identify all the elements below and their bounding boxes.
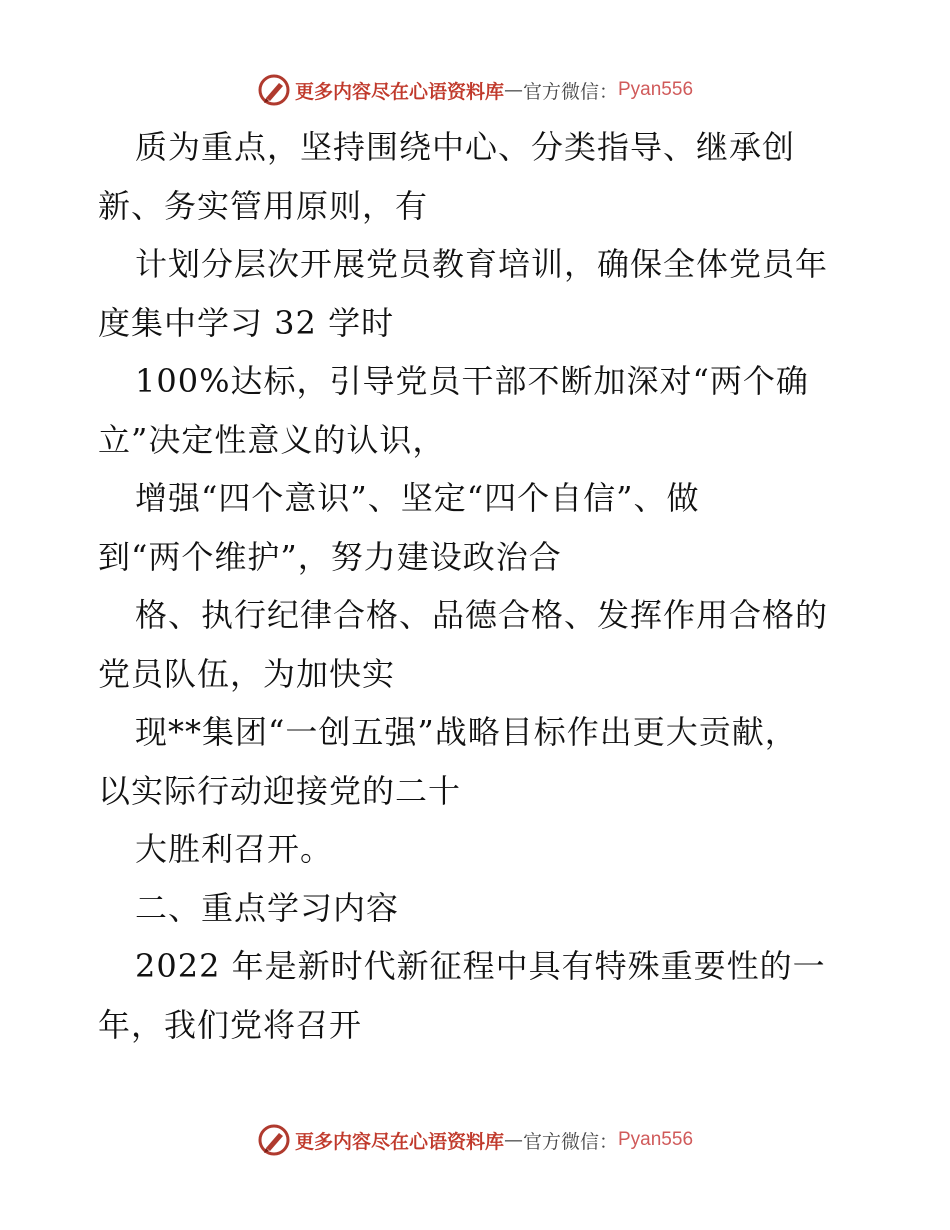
watermark-wechat-id: Pyan556 [618, 79, 694, 100]
watermark-wechat-label: 官方微信： [522, 1130, 618, 1153]
text-line: 质为重点，坚持围绕中心、分类指导、继承创 [135, 128, 796, 166]
watermark-wechat-id: Pyan556 [618, 1129, 694, 1150]
watermark-dash: — [503, 79, 523, 101]
watermark-dash: — [503, 1129, 523, 1151]
text-line: 新、务实管用原则，有 [98, 186, 429, 225]
text-line: 格、执行纪律合格、品德合格、发挥作用合格的 [135, 596, 829, 634]
text-line: 以实际行动迎接党的二十 [98, 771, 462, 810]
text-line: 年，我们党将召开 [98, 1005, 363, 1044]
text-line: 100%达标，引导党员干部不断加深对“两个确 [135, 362, 809, 400]
watermark-wechat-label: 官方微信： [522, 80, 618, 103]
text-line: 现**集团“一创五强”战略目标作出更大贡献， [135, 713, 798, 751]
pen-logo-icon [257, 73, 291, 107]
document-body [98, 118, 868, 1054]
header-watermark [0, 70, 950, 110]
text-line: 大胜利召开。 [135, 830, 334, 868]
text-line: 立”决定性意义的认识， [98, 420, 446, 459]
text-line: 计划分层次开展党员教育培训，确保全体党员年 [135, 245, 829, 283]
text-line: 党员队伍，为加快实 [98, 654, 396, 693]
text-line: 2022 年是新时代新征程中具有特殊重要性的一 [135, 947, 826, 985]
text-line: 增强“四个意识”、坚定“四个自信”、做 [135, 479, 700, 517]
pen-logo-icon [257, 1123, 291, 1157]
text-line: 二、重点学习内容 [135, 888, 400, 927]
footer-watermark [0, 1120, 950, 1160]
text-line: 度集中学习 32 学时 [98, 303, 395, 342]
watermark-site-text: 更多内容尽在心语资料库 [294, 80, 504, 103]
text-line: 到“两个维护”，努力建设政治合 [98, 537, 562, 576]
watermark-site-text: 更多内容尽在心语资料库 [294, 1130, 504, 1153]
